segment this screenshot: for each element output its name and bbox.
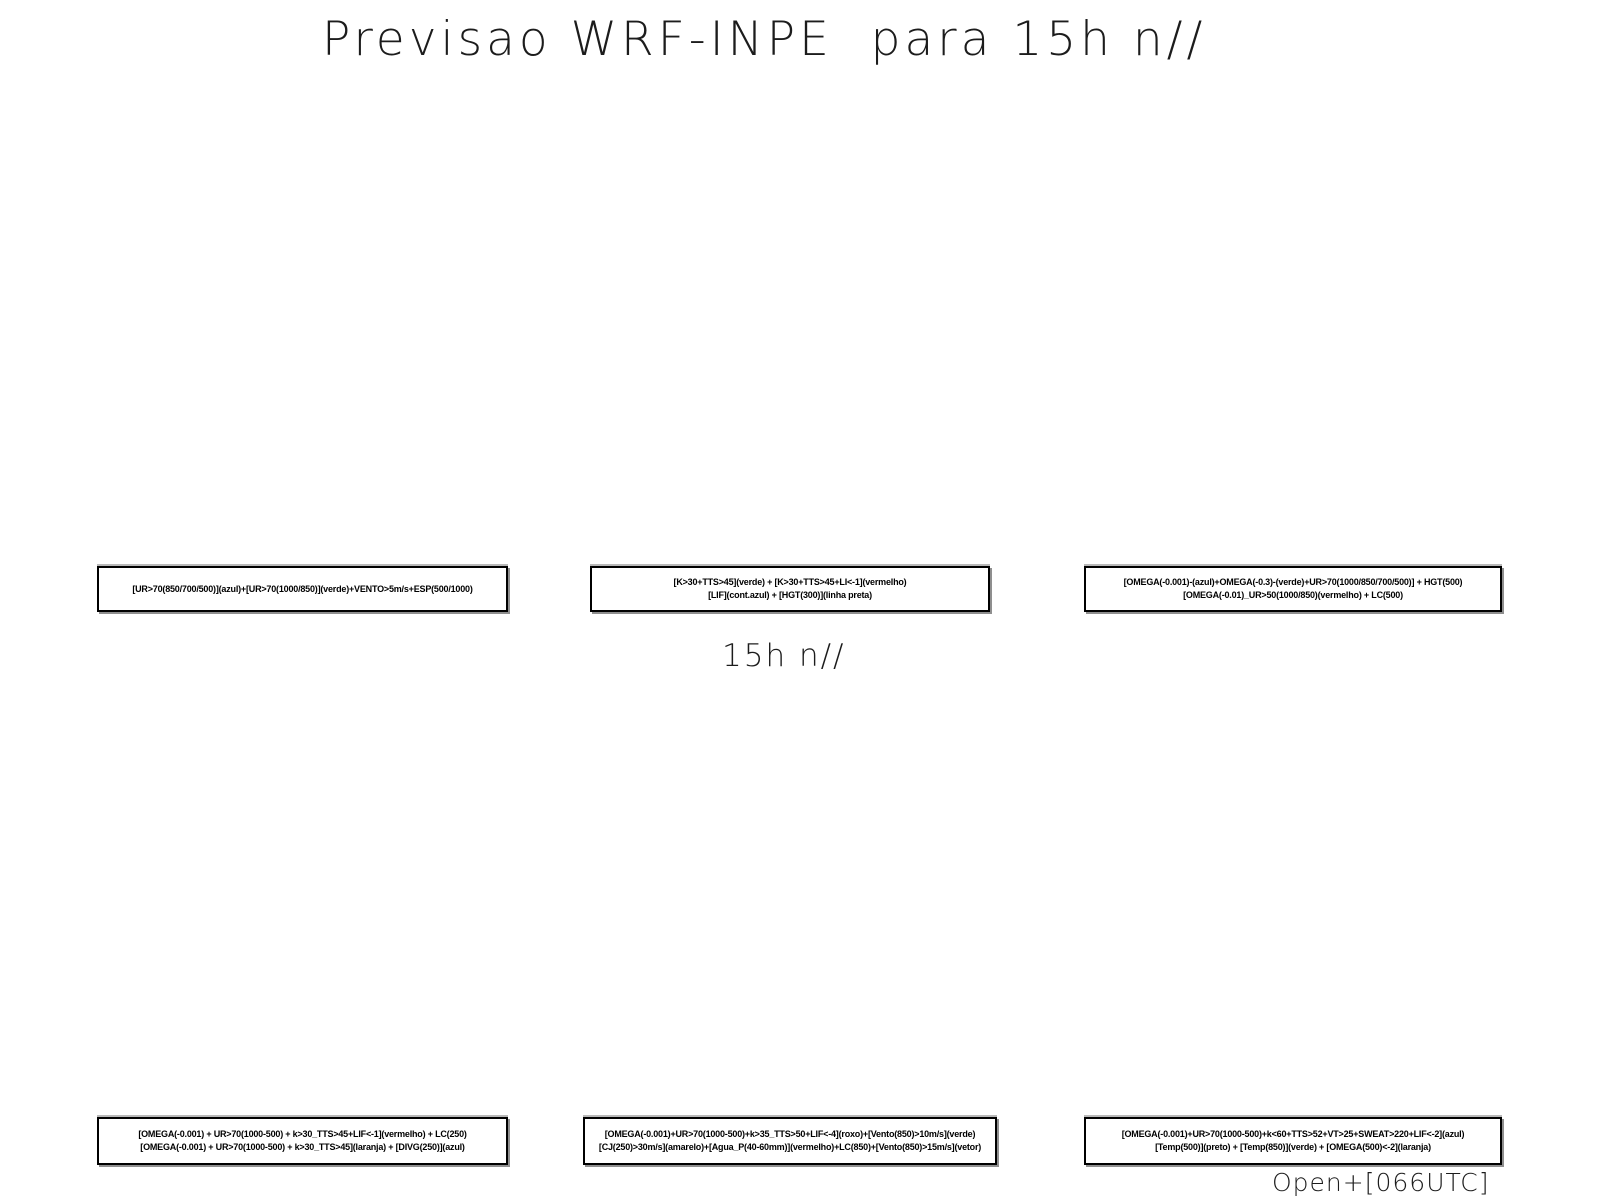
legend-box-top-left: [97, 566, 508, 612]
legend-line: [OMEGA(-0.001) + UR>70(1000-500) + k>30_TTS>45+LIF<-1](vermelho) + LC(250): [138, 1129, 467, 1139]
legend-line: [OMEGA(-0.001) + UR>70(1000-500) + k>30_TTS>45](laranja) + [DIVG(250)](azul): [140, 1142, 465, 1152]
legend-line: [OMEGA(-0.001)-(azul)+OMEGA(-0.3)-(verde)+UR>70(1000/850/700/500)] + HGT(500): [1123, 577, 1463, 587]
legend-line: [UR>70(850/700/500)](azul)+[UR>70(1000/850)](verde)+VENTO>5m/s+ESP(500/1000): [132, 583, 473, 594]
legend-line: [LIF](cont.azul) + [HGT(300)](linha preta): [708, 590, 872, 600]
legend-box-bottom-left: [97, 1117, 508, 1165]
legend-box-top-center: [590, 566, 990, 612]
legend-line: [K>30+TTS>45](verde) + [K>30+TTS>45+LI<-1](vermelho): [673, 577, 907, 587]
page-title: Previsao WRF-INPE para 15h n//: [322, 12, 1207, 67]
legend-line: [CJ(250)>30m/s](amarelo)+[Agua_P(40-60mm)](vermelho)+LC(850)+[Vento(850)>15m/s](vetor): [598, 1142, 982, 1152]
legend-box-bottom-right: [1084, 1117, 1502, 1165]
legend-line: [Temp(500)](preto) + [Temp(850)](verde) + [OMEGA(500)<-2](laranja): [1155, 1142, 1431, 1152]
legend-line: [OMEGA(-0.001)+UR>70(1000-500)+k<60+TTS>52+VT>25+SWEAT>220+LIF<-2](azul): [1121, 1129, 1465, 1139]
legend-line: [OMEGA(-0.001)+UR>70(1000-500)+k>35_TTS>50+LIF<-4](roxo)+[Vento(850)>10m/s](verde): [604, 1129, 976, 1139]
legend-line: [OMEGA(-0.01)_UR>50(1000/850)(vermelho) + LC(500): [1183, 590, 1403, 600]
run-time-label: Open+[066UTC]: [1272, 1168, 1490, 1197]
legend-box-bottom-center: [583, 1117, 997, 1165]
legend-box-top-right: [1084, 566, 1502, 612]
forecast-hour-label: 15h n//: [722, 638, 846, 674]
